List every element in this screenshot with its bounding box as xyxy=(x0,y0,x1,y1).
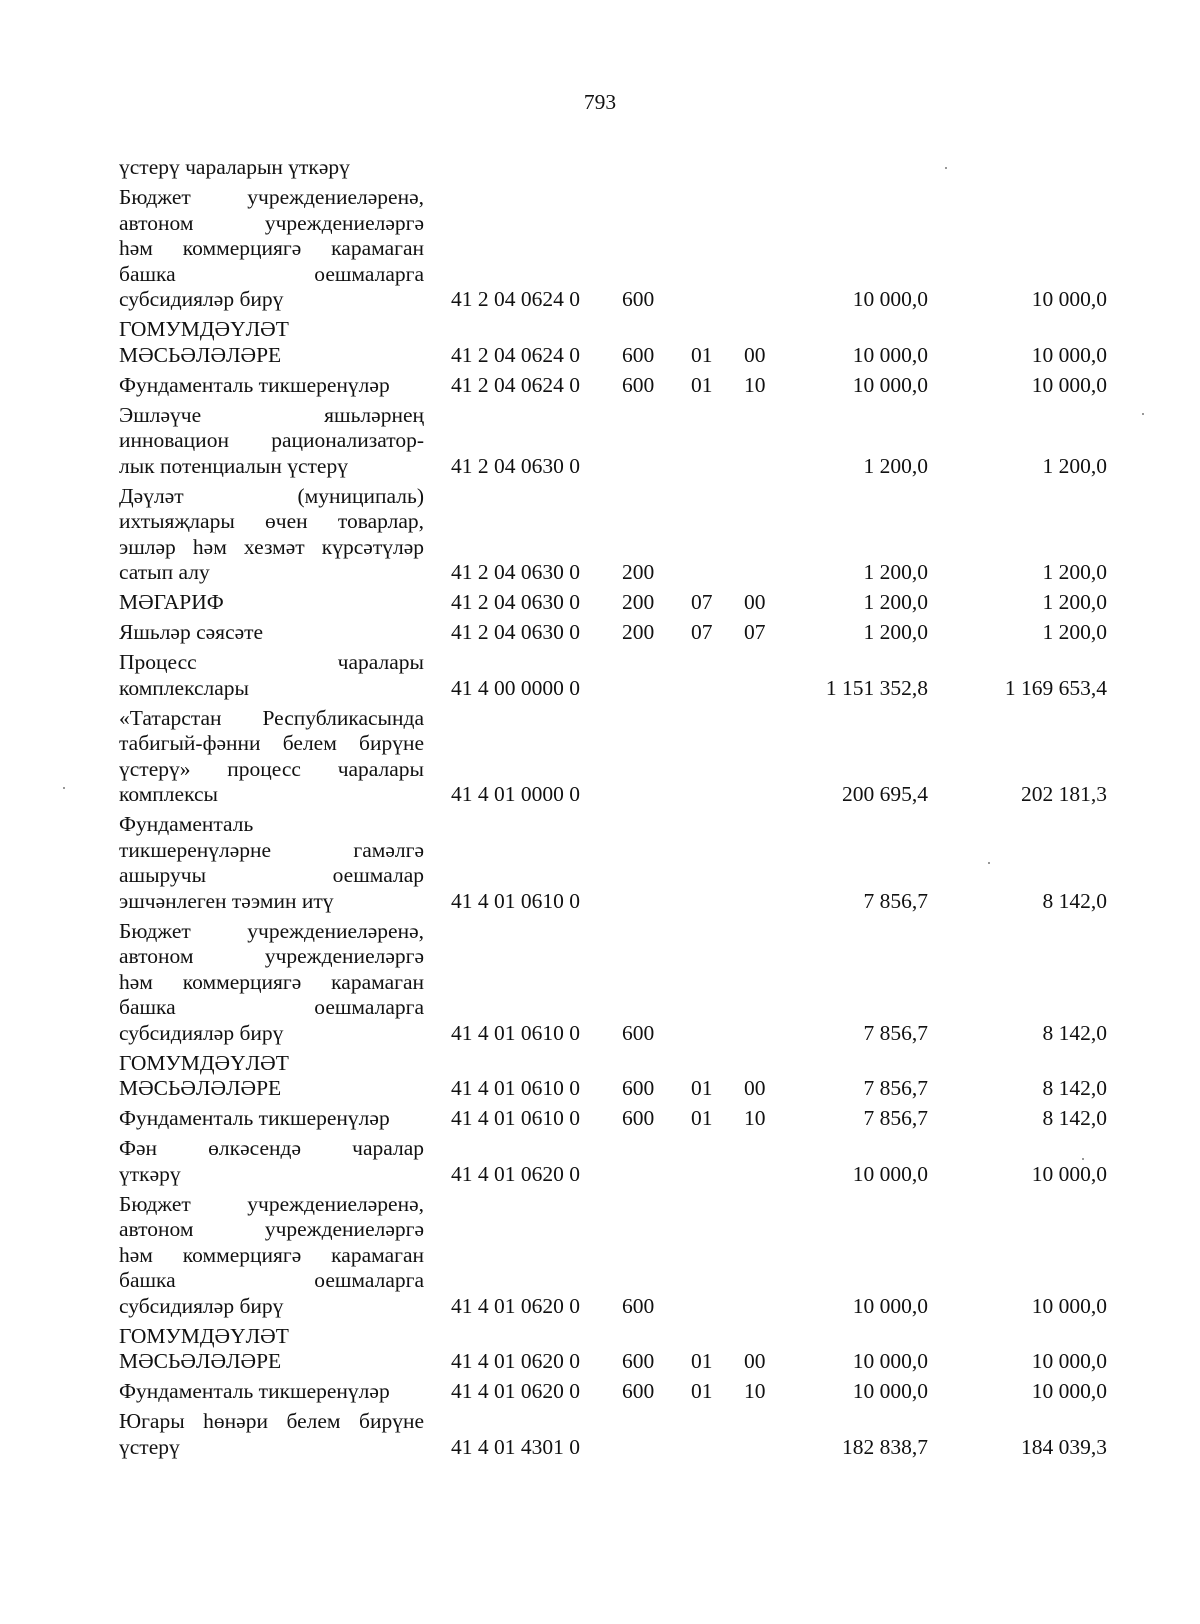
row-name-line: башка оешмаларга xyxy=(119,1268,424,1292)
row-name-line: Бюджет учреждениеләренә, xyxy=(119,185,424,209)
subsection-code: 10 xyxy=(744,1379,766,1403)
row-name-line: инновацион рационализатор- xyxy=(119,428,424,452)
subsection-code: 10 xyxy=(744,372,766,397)
expense-type-code: 600 xyxy=(622,287,655,311)
row-name xyxy=(119,317,424,368)
amount-year-1: 1 200,0 xyxy=(863,590,928,614)
row-name-line: Бюджет учреждениеләренә, xyxy=(119,918,424,943)
amount-year-1: 10 000,0 xyxy=(852,1349,928,1373)
amount-year-2: 8 142,0 xyxy=(1042,1106,1107,1130)
row-name xyxy=(119,155,424,181)
table-row xyxy=(0,155,1200,181)
table-row xyxy=(0,1324,1200,1375)
table-row xyxy=(0,1379,1200,1405)
amount-year-2: 1 200,0 xyxy=(1042,620,1107,644)
row-name xyxy=(119,1324,424,1375)
row-name-line: Фән өлкәсендә чаралар xyxy=(119,1136,424,1160)
row-name-line: Фундаменталь xyxy=(119,812,254,836)
row-name xyxy=(119,484,424,586)
amount-year-2: 8 142,0 xyxy=(1042,1020,1107,1045)
amount-year-1: 10 000,0 xyxy=(852,372,928,397)
row-name-line: субсидияләр бирү xyxy=(119,1293,284,1318)
target-article-code: 41 4 00 0000 0 xyxy=(451,675,580,700)
row-name xyxy=(119,403,424,480)
row-name-line: ГОМУМДӘҮЛӘТ xyxy=(119,317,289,341)
table-row xyxy=(0,590,1200,616)
row-name-line: МӘГАРИФ xyxy=(119,590,224,614)
row-name-line: ихтыяҗлары өчен товарлар, xyxy=(119,509,424,533)
page-number: 793 xyxy=(583,90,617,114)
table-row xyxy=(0,706,1200,808)
row-name-line: Дәүләт (муниципаль) xyxy=(119,483,424,508)
target-article-code: 41 4 01 0620 0 xyxy=(451,1293,580,1318)
subsection-code: 07 xyxy=(744,620,766,644)
row-name xyxy=(119,706,424,808)
section-code: 01 xyxy=(691,372,713,397)
row-name-line: табигый-фәнни белем бирүне xyxy=(119,731,424,755)
expense-type-code: 200 xyxy=(622,590,655,614)
target-article-code: 41 4 01 0610 0 xyxy=(451,1106,580,1130)
amount-year-1: 1 151 352,8 xyxy=(825,675,928,700)
amount-year-2: 8 142,0 xyxy=(1042,1076,1107,1100)
section-code: 07 xyxy=(691,590,713,614)
row-name xyxy=(119,1051,424,1102)
amount-year-1: 182 838,7 xyxy=(842,1434,928,1459)
amount-year-1: 10 000,0 xyxy=(852,342,928,367)
table-row xyxy=(0,403,1200,480)
row-name-line: үткәрү xyxy=(119,1161,181,1186)
expense-type-code: 600 xyxy=(622,372,655,397)
row-name-line: эшчәнлеген тәэмин итү xyxy=(119,888,334,913)
table-row xyxy=(0,919,1200,1047)
amount-year-1: 10 000,0 xyxy=(852,287,928,311)
row-name-line: Фундаменталь тикшеренүләр xyxy=(119,372,390,397)
target-article-code: 41 2 04 0624 0 xyxy=(451,287,580,311)
row-name-line: һәм коммерциягә карамаган xyxy=(119,236,424,260)
row-name-line: МӘСЬӘЛӘЛӘРЕ xyxy=(119,1349,282,1373)
expense-type-code: 200 xyxy=(622,620,655,644)
target-article-code: 41 4 01 0000 0 xyxy=(451,782,580,806)
expense-type-code: 200 xyxy=(622,560,655,584)
row-name xyxy=(119,373,424,399)
amount-year-2: 10 000,0 xyxy=(1031,372,1107,397)
row-name-line: Фундаменталь тикшеренүләр xyxy=(119,1379,390,1403)
scan-speck xyxy=(945,167,947,169)
amount-year-2: 202 181,3 xyxy=(1021,782,1107,806)
table-row xyxy=(0,1409,1200,1460)
expense-type-code: 600 xyxy=(622,1076,655,1100)
row-name-line: һәм коммерциягә карамаган xyxy=(119,969,424,994)
row-name-line: үстерү xyxy=(119,1434,180,1459)
row-name-line: ГОМУМДӘҮЛӘТ xyxy=(119,1050,289,1075)
row-name-line: Бюджет учреждениеләренә, xyxy=(119,1191,424,1216)
scan-speck xyxy=(988,862,990,864)
table-row xyxy=(0,1051,1200,1102)
row-name-line: үстерү» процесс чаралары xyxy=(119,756,424,781)
amount-year-2: 10 000,0 xyxy=(1031,342,1107,367)
amount-year-2: 1 200,0 xyxy=(1042,560,1107,584)
target-article-code: 41 4 01 0610 0 xyxy=(451,1076,580,1100)
subsection-code: 00 xyxy=(744,1349,766,1373)
row-name-line: комплекслары xyxy=(119,675,249,700)
target-article-code: 41 2 04 0630 0 xyxy=(451,620,580,644)
section-code: 01 xyxy=(691,342,713,367)
row-name-line: Эшләүче яшьләрнең xyxy=(119,402,424,427)
subsection-code: 10 xyxy=(744,1106,766,1130)
amount-year-1: 1 200,0 xyxy=(863,453,928,478)
expense-type-code: 600 xyxy=(622,1020,655,1045)
table-row xyxy=(0,1136,1200,1187)
row-name-line: эшләр һәм хезмәт күрсәтүләр xyxy=(119,534,424,559)
target-article-code: 41 4 01 0610 0 xyxy=(451,888,580,913)
amount-year-2: 10 000,0 xyxy=(1031,1293,1107,1318)
row-name xyxy=(119,650,424,701)
row-name xyxy=(119,1409,424,1460)
amount-year-2: 10 000,0 xyxy=(1031,1349,1107,1373)
row-name-line: автоном учреждениеләргә xyxy=(119,944,424,968)
expense-type-code: 600 xyxy=(622,1293,655,1318)
amount-year-1: 10 000,0 xyxy=(852,1293,928,1318)
amount-year-1: 1 200,0 xyxy=(863,620,928,644)
target-article-code: 41 2 04 0624 0 xyxy=(451,342,580,367)
amount-year-1: 7 856,7 xyxy=(863,1106,928,1130)
section-code: 01 xyxy=(691,1349,713,1373)
row-name-line: Яшьләр сәясәте xyxy=(119,620,264,644)
row-name-line: үстерү чараларын үткәрү xyxy=(119,155,350,179)
section-code: 01 xyxy=(691,1106,713,1130)
target-article-code: 41 2 04 0630 0 xyxy=(451,453,580,478)
row-name-line: МӘСЬӘЛӘЛӘРЕ xyxy=(119,342,282,367)
target-article-code: 41 2 04 0630 0 xyxy=(451,590,580,614)
amount-year-2: 1 200,0 xyxy=(1042,453,1107,478)
row-name-line: МӘСЬӘЛӘЛӘРЕ xyxy=(119,1076,282,1100)
target-article-code: 41 4 01 0620 0 xyxy=(451,1161,580,1186)
table-row xyxy=(0,1192,1200,1320)
row-name xyxy=(119,919,424,1047)
amount-year-2: 10 000,0 xyxy=(1031,1161,1107,1186)
target-article-code: 41 4 01 4301 0 xyxy=(451,1434,580,1459)
row-name-line: автоном учреждениеләргә xyxy=(119,210,424,235)
row-name-line: тикшеренүләрне гамәлгә xyxy=(119,837,424,862)
target-article-code: 41 4 01 0610 0 xyxy=(451,1020,580,1045)
table-row xyxy=(0,317,1200,368)
row-name xyxy=(119,812,424,914)
expense-type-code: 600 xyxy=(622,1106,655,1130)
amount-year-1: 10 000,0 xyxy=(852,1379,928,1403)
row-name-line: һәм коммерциягә карамаган xyxy=(119,1242,424,1267)
amount-year-1: 7 856,7 xyxy=(863,1020,928,1045)
row-name xyxy=(119,1192,424,1320)
amount-year-2: 8 142,0 xyxy=(1042,888,1107,913)
row-name-line: Фундаменталь тикшеренүләр xyxy=(119,1106,390,1130)
target-article-code: 41 4 01 0620 0 xyxy=(451,1379,580,1403)
table-row xyxy=(0,812,1200,914)
row-name xyxy=(119,1379,424,1405)
row-name-line: субсидияләр бирү xyxy=(119,1020,284,1045)
subsection-code: 00 xyxy=(744,590,766,614)
table-row xyxy=(0,650,1200,701)
target-article-code: 41 4 01 0620 0 xyxy=(451,1349,580,1373)
row-name-line: сатып алу xyxy=(119,560,210,584)
subsection-code: 00 xyxy=(744,342,766,367)
row-name-line: лык потенциалын үстерү xyxy=(119,453,348,478)
amount-year-2: 1 200,0 xyxy=(1042,590,1107,614)
amount-year-2: 184 039,3 xyxy=(1021,1434,1107,1459)
expense-type-code: 600 xyxy=(622,1349,655,1373)
subsection-code: 00 xyxy=(744,1076,766,1100)
table-row xyxy=(0,1106,1200,1132)
target-article-code: 41 2 04 0624 0 xyxy=(451,372,580,397)
amount-year-1: 7 856,7 xyxy=(863,1076,928,1100)
row-name xyxy=(119,620,424,646)
amount-year-1: 1 200,0 xyxy=(863,560,928,584)
row-name-line: башка оешмаларга xyxy=(119,995,424,1019)
amount-year-2: 10 000,0 xyxy=(1031,287,1107,311)
row-name-line: ГОМУМДӘҮЛӘТ xyxy=(119,1323,289,1348)
table-row xyxy=(0,484,1200,586)
amount-year-2: 10 000,0 xyxy=(1031,1379,1107,1403)
target-article-code: 41 2 04 0630 0 xyxy=(451,560,580,584)
table-row xyxy=(0,185,1200,313)
row-name-line: ашыручы оешмалар xyxy=(119,863,424,887)
table-row xyxy=(0,620,1200,646)
row-name-line: башка оешмаларга xyxy=(119,261,424,286)
scan-speck xyxy=(1082,1158,1084,1160)
expense-type-code: 600 xyxy=(622,342,655,367)
scan-speck xyxy=(1142,413,1144,415)
amount-year-1: 10 000,0 xyxy=(852,1161,928,1186)
row-name-line: «Татарстан Республикасында xyxy=(119,705,424,730)
row-name-line: Процесс чаралары xyxy=(119,650,424,674)
row-name xyxy=(119,590,424,616)
row-name-line: комплексы xyxy=(119,782,218,806)
row-name xyxy=(119,1136,424,1187)
section-code: 07 xyxy=(691,620,713,644)
amount-year-1: 7 856,7 xyxy=(863,888,928,913)
amount-year-1: 200 695,4 xyxy=(842,782,928,806)
row-name-line: автоном учреждениеләргә xyxy=(119,1217,424,1241)
section-code: 01 xyxy=(691,1076,713,1100)
row-name-line: Югары һөнәри белем бирүне xyxy=(119,1409,424,1433)
scan-speck xyxy=(63,787,65,789)
row-name xyxy=(119,1106,424,1132)
section-code: 01 xyxy=(691,1379,713,1403)
table-row xyxy=(0,373,1200,399)
expense-type-code: 600 xyxy=(622,1379,655,1403)
row-name-line: субсидияләр бирү xyxy=(119,287,284,311)
amount-year-2: 1 169 653,4 xyxy=(1004,675,1107,700)
row-name xyxy=(119,185,424,313)
